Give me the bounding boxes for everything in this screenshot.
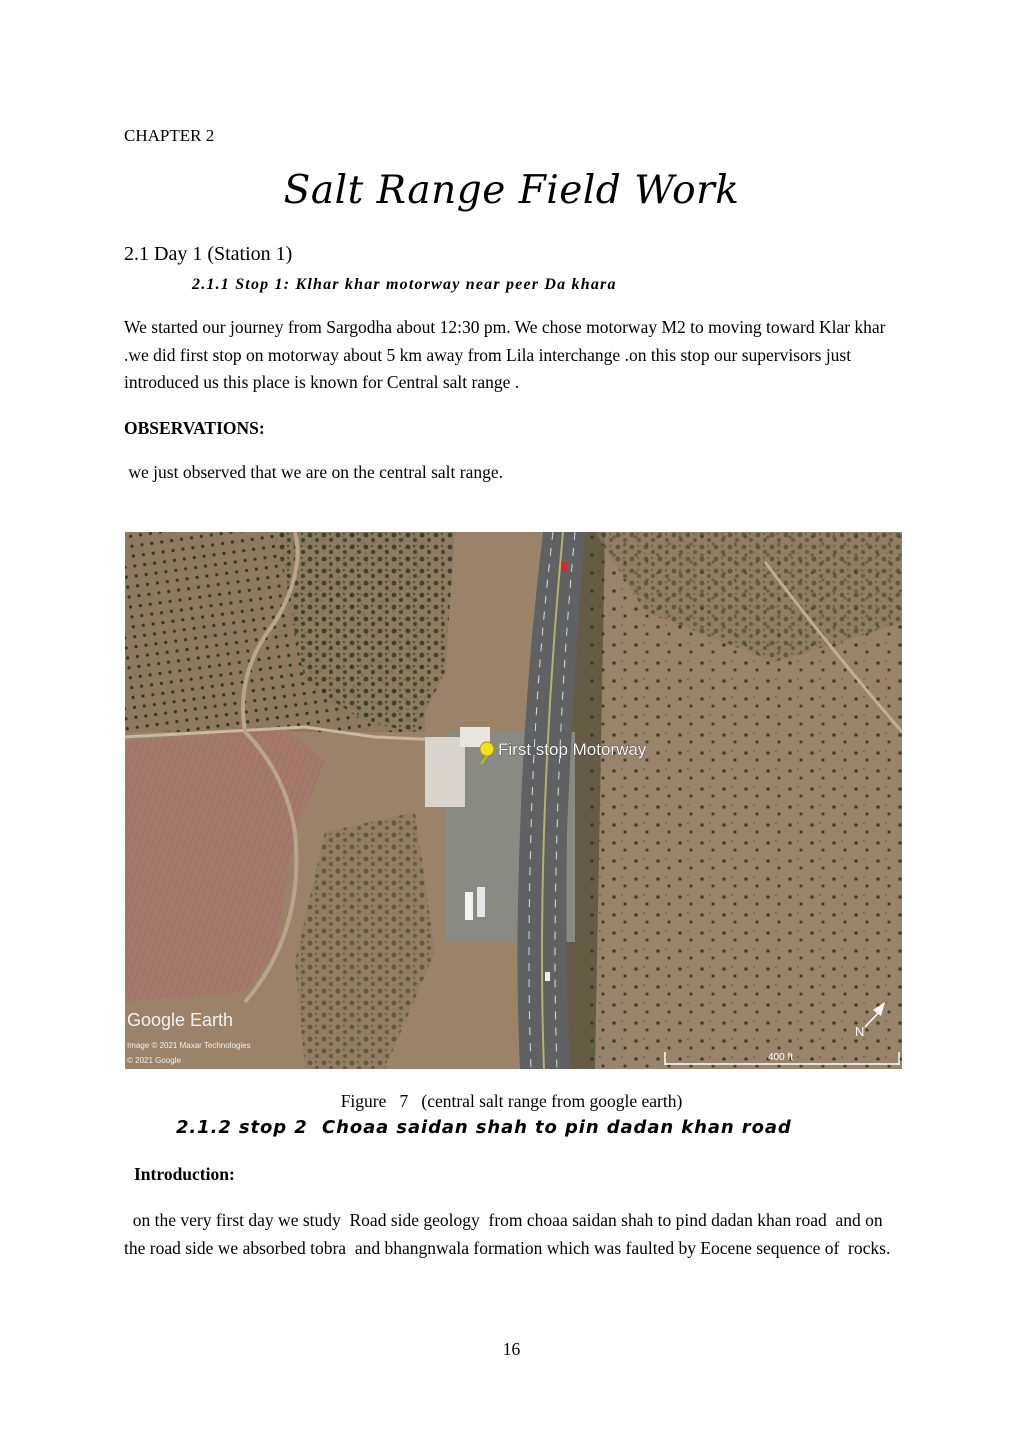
introduction-heading: Introduction: <box>134 1164 235 1184</box>
satellite-image <box>125 532 902 1069</box>
observations-heading: OBSERVATIONS: <box>124 418 265 438</box>
section-heading: 2.1 Day 1 (Station 1) <box>124 243 293 265</box>
chapter-label: CHAPTER 2 <box>124 126 215 145</box>
placemark-label: First stop Motorway <box>498 740 647 759</box>
subsection-heading-2: 2.1.2 stop 2 Choaa saidan shah to pin dadan khan road <box>176 1117 792 1138</box>
paragraph-2: on the very first day we study Road side geology from choaa saidan shah to pind dadan khan road and on the road side we absorbed tobra and bhangnwala formation which was faulted by Eocene sequence of rocks. <box>124 1210 891 1258</box>
page-number: 16 <box>502 1339 521 1359</box>
google-earth-logo: Google Earth <box>127 1010 234 1030</box>
scale-label: 400 ft <box>768 1052 794 1063</box>
google-credit: © 2021 Google <box>127 1056 181 1065</box>
figure-caption: Figure 7 (central salt range from google earth) <box>340 1091 683 1111</box>
satellite-map-figure <box>125 532 902 1069</box>
imagery-credit: Image © 2021 Maxar Technologies <box>127 1041 251 1050</box>
svg-text:N: N <box>855 1024 865 1039</box>
subsection-heading-1: 2.1.1 Stop 1: Klhar khar motorway near peer Da khara <box>192 276 617 293</box>
pushpin-icon <box>480 742 494 756</box>
page-title: Salt Range Field Work <box>283 168 740 213</box>
paragraph-1: We started our journey from Sargodha about 12:30 pm. We chose motorway M2 to moving toward Klar khar .we did first stop on motorway about 5 km away from Lila interchange .on this stop our supervisors just introduced us this place is known for Central salt range . <box>124 317 886 392</box>
observations-text: we just observed that we are on the central salt range. <box>124 462 504 482</box>
